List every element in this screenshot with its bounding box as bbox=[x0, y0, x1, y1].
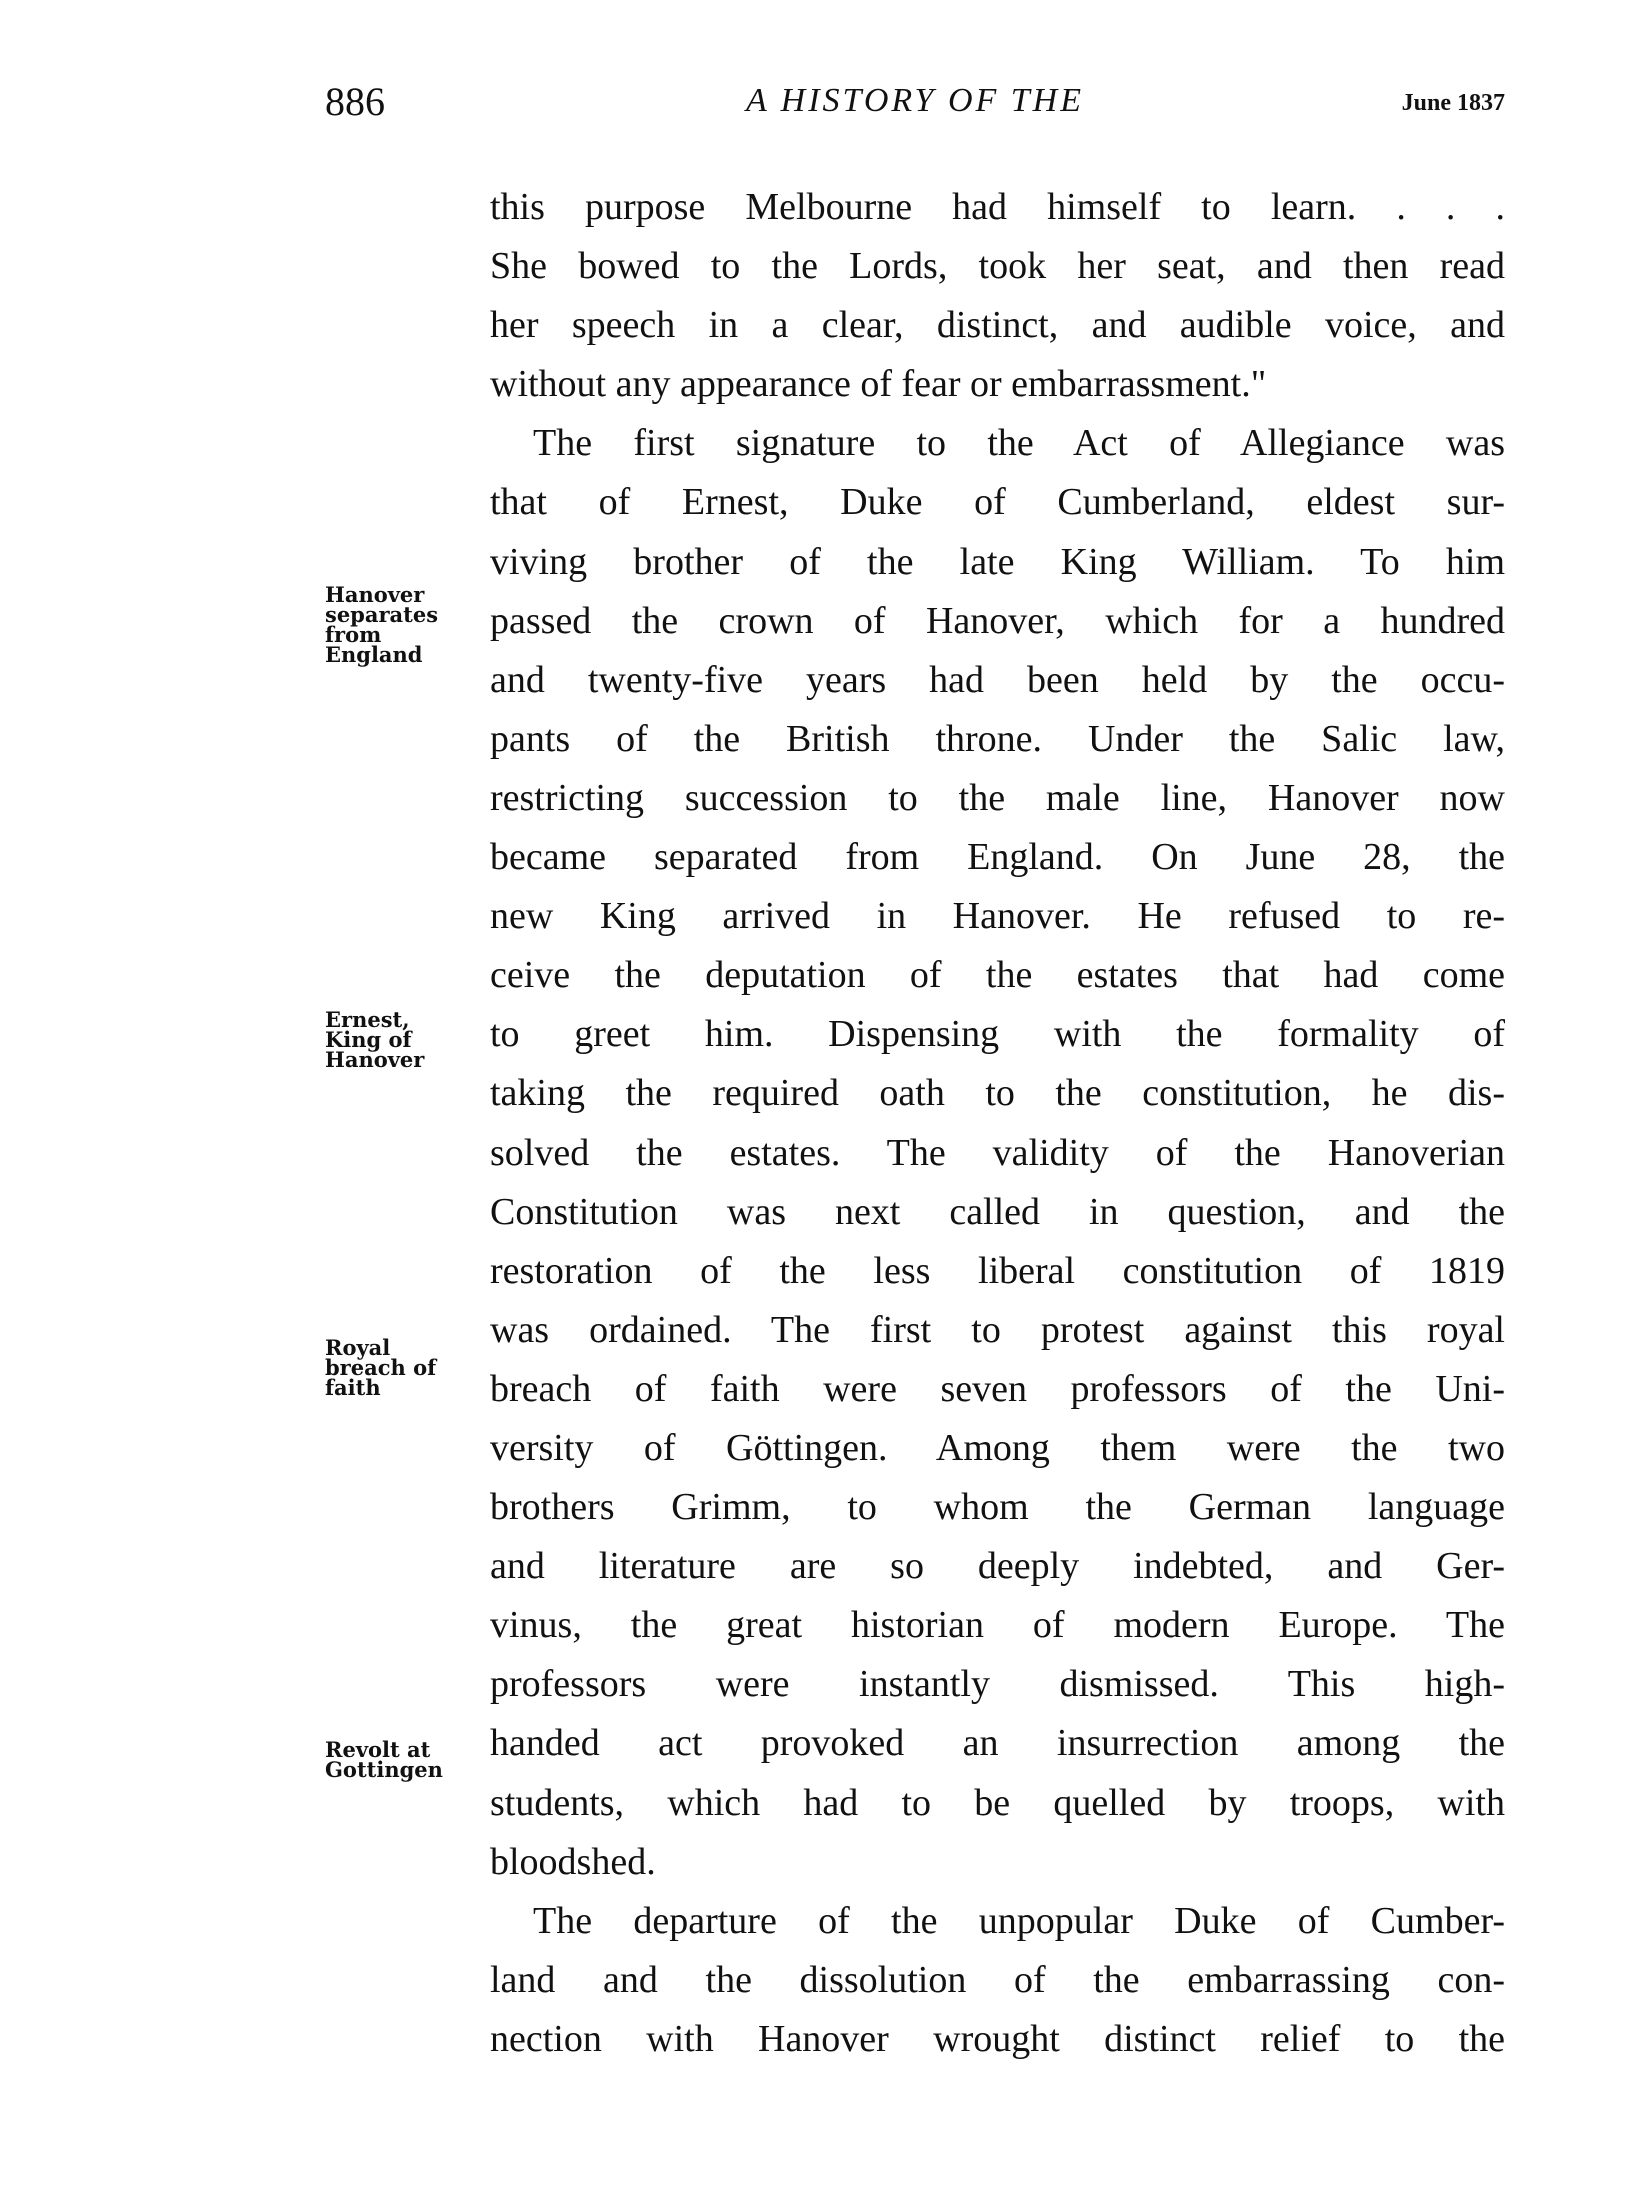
text-line: brothers Grimm, to whom the German language bbox=[490, 1486, 1505, 1529]
text-line: The departure of the unpopular Duke of Cumber- bbox=[533, 1899, 1505, 1942]
text-line: restoration of the less liberal constitution of 1819 bbox=[490, 1249, 1505, 1292]
text-line: breach of faith were seven professors of the Uni- bbox=[490, 1367, 1505, 1410]
text-line: solved the estates. The validity of the Hanoverian bbox=[490, 1131, 1505, 1174]
text-line: handed act provoked an insurrection among the bbox=[490, 1722, 1505, 1765]
text-line: bloodshed. bbox=[490, 1840, 656, 1883]
text-line: without any appearance of fear or embarrassment." bbox=[490, 363, 1267, 406]
page-number: 886 bbox=[325, 79, 385, 124]
running-title: A HISTORY OF THE bbox=[746, 82, 1084, 119]
text-line: new King arrived in Hanover. He refused to re- bbox=[490, 895, 1505, 938]
text-line: to greet him. Dispensing with the formality of bbox=[490, 1013, 1505, 1056]
text-line: viving brother of the late King William. To him bbox=[490, 540, 1505, 583]
text-line: vinus, the great historian of modern Europe. The bbox=[490, 1604, 1505, 1647]
text-line: land and the dissolution of the embarrassing con- bbox=[490, 1958, 1505, 2001]
text-line: pants of the British throne. Under the Salic law, bbox=[490, 717, 1505, 760]
text-line: students, which had to be quelled by troops, with bbox=[490, 1781, 1505, 1824]
sidenote-revolt-gottingen: Revolt at Gottingen bbox=[325, 1737, 443, 1782]
text-line: and literature are so deeply indebted, and Ger- bbox=[490, 1545, 1505, 1588]
text-line: ceive the deputation of the estates that had come bbox=[490, 954, 1505, 997]
text-line: this purpose Melbourne had himself to learn. . . . bbox=[490, 186, 1505, 228]
text-line: The first signature to the Act of Allegiance was bbox=[533, 422, 1505, 465]
text-line: was ordained. The first to protest against this royal bbox=[490, 1308, 1505, 1351]
text-line: that of Ernest, Duke of Cumberland, eldest sur- bbox=[490, 481, 1505, 524]
page-header bbox=[325, 78, 1505, 128]
text-line: nection with Hanover wrought distinct relief to the bbox=[490, 2017, 1505, 2060]
text-line: Constitution was next called in question, and the bbox=[490, 1190, 1505, 1233]
text-line: and twenty-five years had been held by the occu- bbox=[490, 658, 1505, 701]
text-line: She bowed to the Lords, took her seat, and then read bbox=[490, 245, 1505, 288]
sidenote-royal-breach: Royal breach of faith bbox=[325, 1335, 437, 1400]
sidenote-ernest-king: Ernest, King of Hanover bbox=[325, 1007, 425, 1072]
body-text bbox=[490, 178, 1505, 2069]
sidenote-hanover-separates: Hanover separates from England bbox=[325, 582, 439, 667]
text-line: professors were instantly dismissed. This high- bbox=[490, 1663, 1505, 1706]
text-line: taking the required oath to the constitution, he dis- bbox=[490, 1072, 1505, 1115]
text-line: versity of Göttingen. Among them were the two bbox=[490, 1426, 1505, 1469]
running-date: June 1837 bbox=[1401, 90, 1505, 116]
text-line: restricting succession to the male line, Hanover now bbox=[490, 776, 1505, 819]
text-line: passed the crown of Hanover, which for a hundred bbox=[490, 599, 1505, 642]
text-line: became separated from England. On June 28, the bbox=[490, 836, 1505, 879]
text-line: her speech in a clear, distinct, and audible voice, and bbox=[490, 304, 1505, 347]
